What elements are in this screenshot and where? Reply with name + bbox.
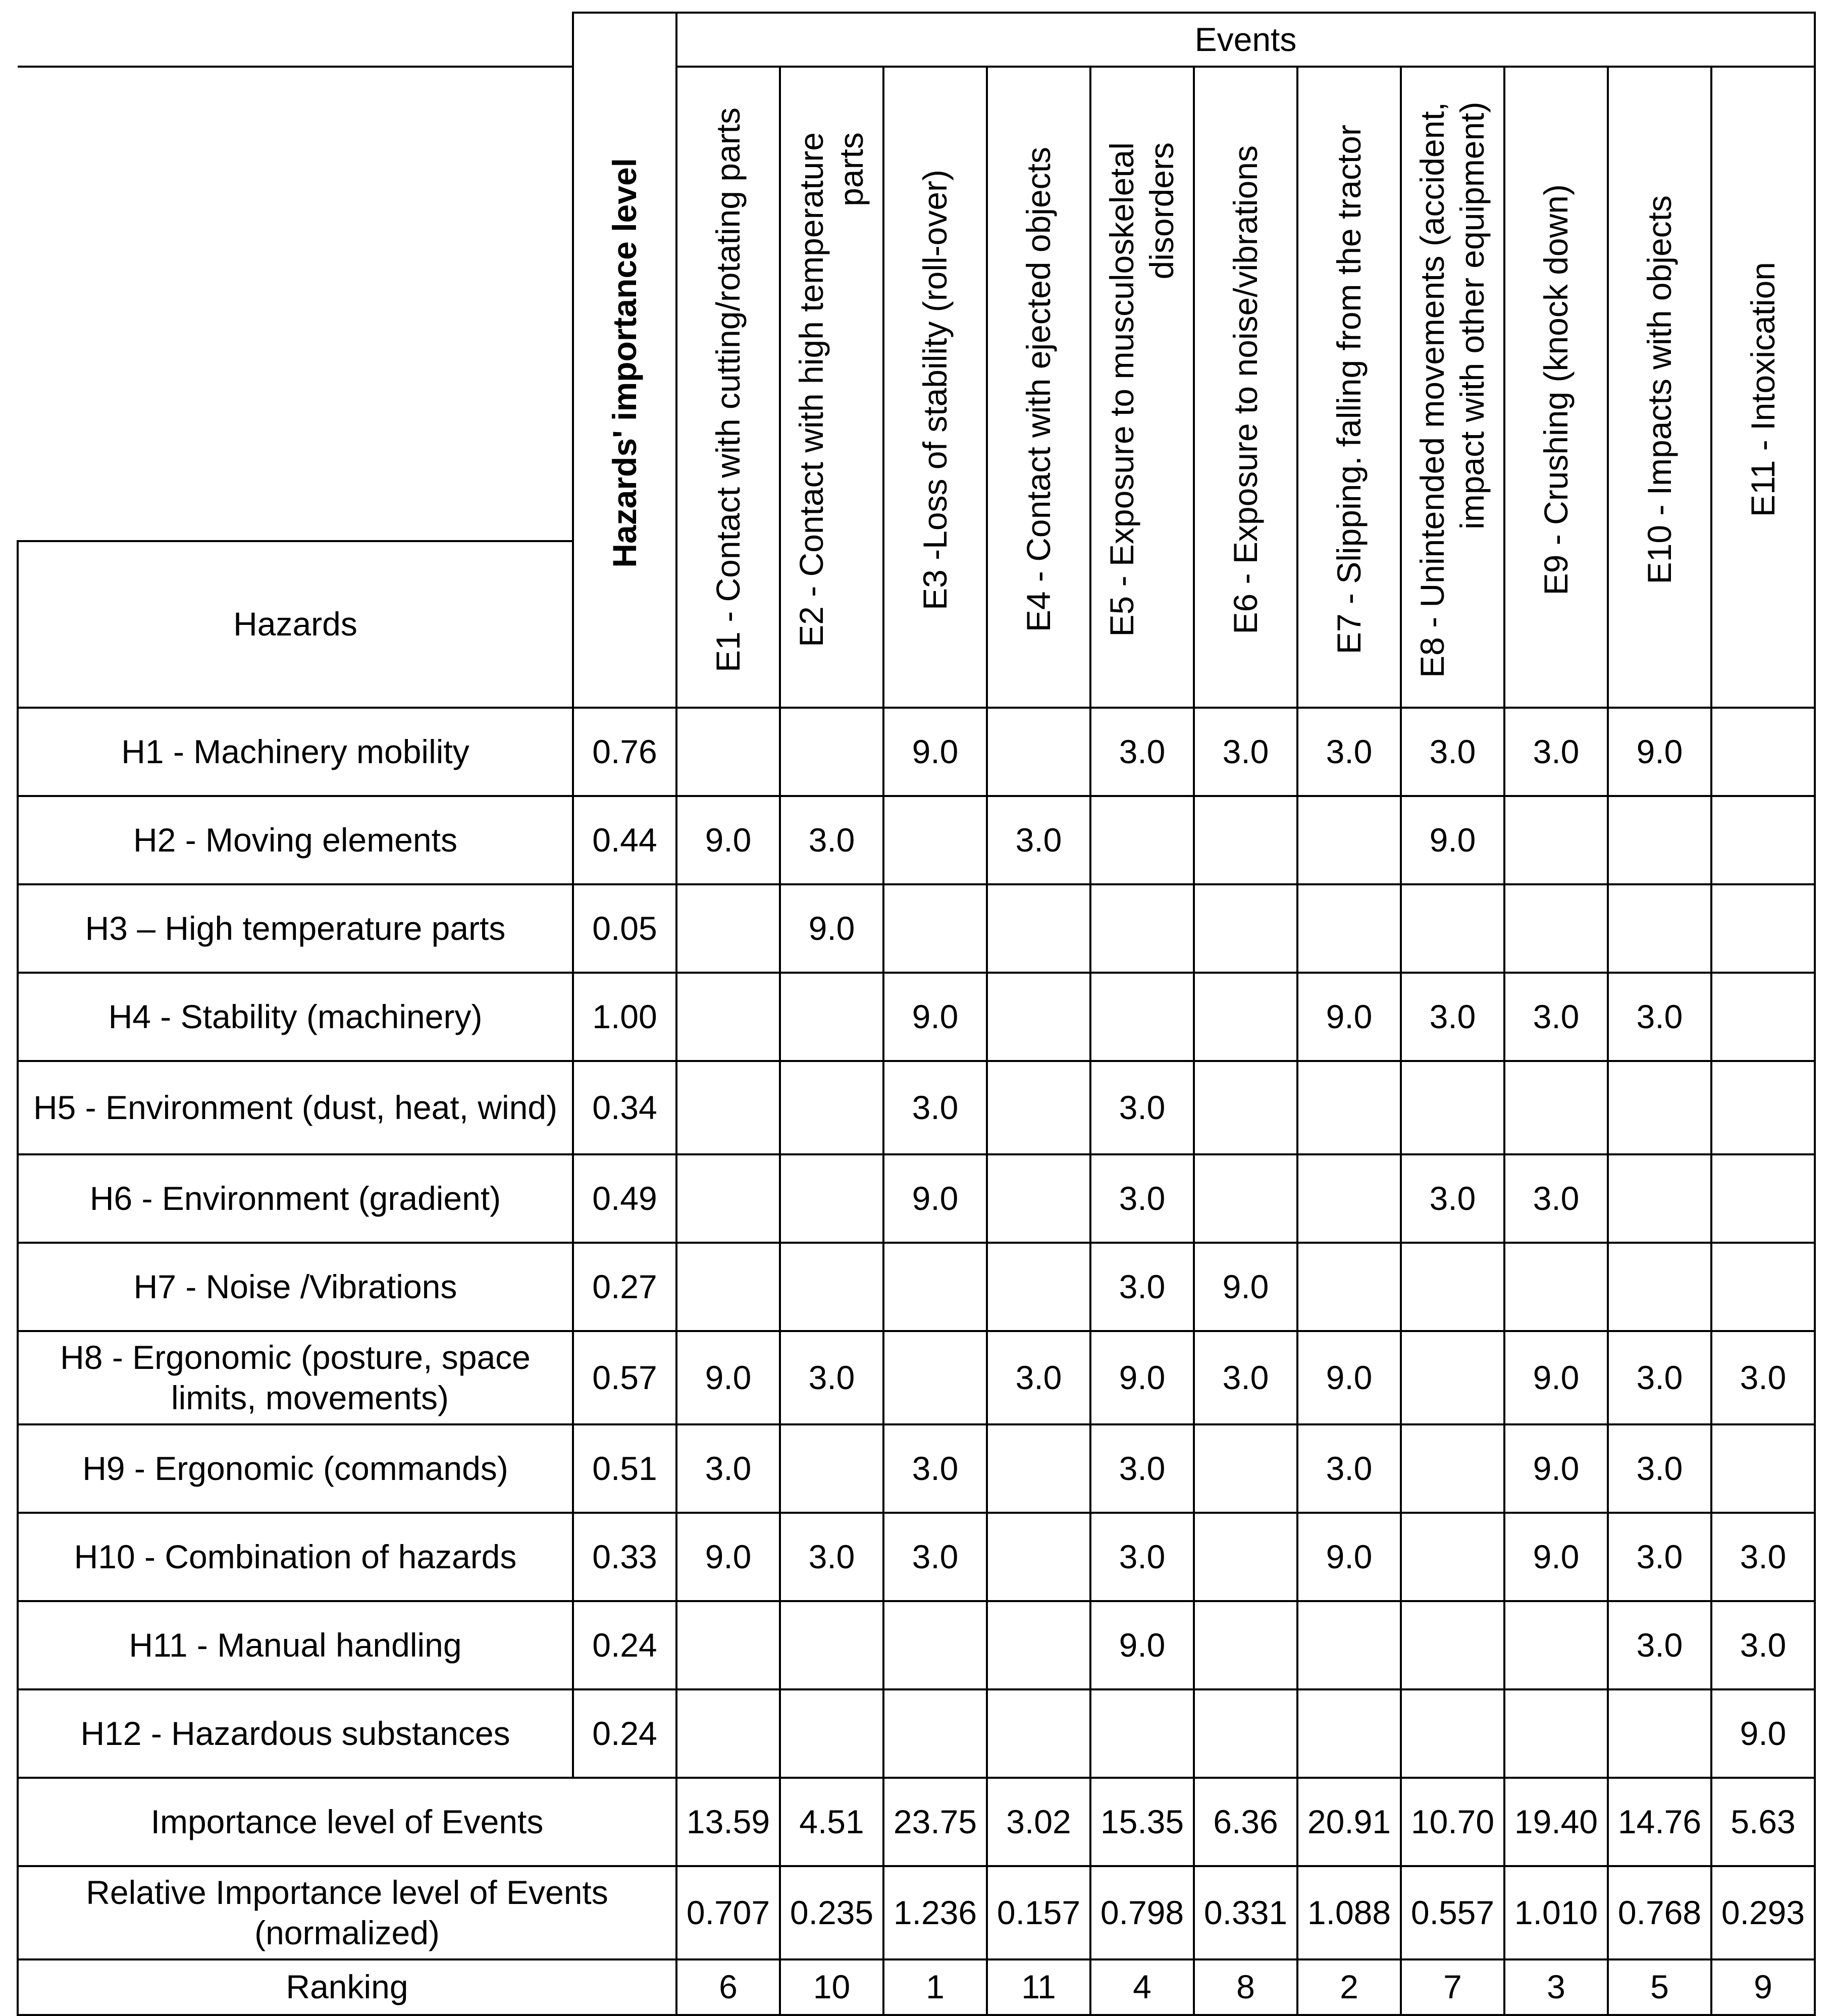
matrix-cell: 3.0 xyxy=(1401,973,1504,1061)
matrix-cell: 3.0 xyxy=(1090,1243,1194,1331)
matrix-cell: 3.0 xyxy=(1608,1331,1711,1424)
matrix-cell xyxy=(1194,796,1297,884)
hazard-importance: 0.24 xyxy=(573,1601,676,1689)
matrix-cell: 9.0 xyxy=(1401,796,1504,884)
footer-value: 13.59 xyxy=(676,1778,780,1866)
matrix-cell: 3.0 xyxy=(883,1513,987,1601)
event-header-e6 xyxy=(1194,67,1297,708)
matrix-cell xyxy=(1504,1689,1608,1778)
matrix-cell xyxy=(1297,796,1401,884)
event-label-line: E10 - Impacts with objects xyxy=(1640,195,1678,585)
matrix-cell xyxy=(1194,1061,1297,1154)
hazard-name-cell xyxy=(18,796,573,884)
matrix-cell: 3.0 xyxy=(1090,1424,1194,1513)
matrix-cell xyxy=(676,1601,780,1689)
event-label xyxy=(1329,110,1369,664)
event-label-line: parts xyxy=(832,132,870,206)
hazard-row xyxy=(18,796,1815,884)
event-label xyxy=(792,117,871,657)
hazard-name: H6 - Environment (gradient) xyxy=(89,1179,501,1217)
matrix-cell: 3.0 xyxy=(1608,1424,1711,1513)
matrix-cell: 9.0 xyxy=(1194,1243,1297,1331)
matrix-cell: 9.0 xyxy=(1297,1513,1401,1601)
event-label xyxy=(1019,132,1059,642)
footer-label: Relative Importance level of Events (normalized) xyxy=(18,1866,676,1959)
matrix-cell xyxy=(1297,1601,1401,1689)
footer-label: Importance level of Events xyxy=(18,1778,676,1866)
hazard-name-cell xyxy=(18,973,573,1061)
event-header-e1 xyxy=(676,67,780,708)
hazard-name-cell xyxy=(18,1424,573,1513)
matrix-cell xyxy=(676,1243,780,1331)
importance-level-label: Hazards' importance level xyxy=(605,157,643,568)
footer-value: 6 xyxy=(676,1959,780,2015)
footer-value: 15.35 xyxy=(1090,1778,1194,1866)
matrix-cell xyxy=(1297,1689,1401,1778)
matrix-cell xyxy=(1504,1601,1608,1689)
hazard-name-cell xyxy=(18,884,573,973)
matrix-cell xyxy=(1401,1061,1504,1154)
matrix-cell: 3.0 xyxy=(1090,1513,1194,1601)
matrix-cell: 3.0 xyxy=(1504,1154,1608,1243)
event-header-e10 xyxy=(1608,67,1711,708)
matrix-cell xyxy=(1090,884,1194,973)
matrix-cell xyxy=(780,1061,883,1154)
matrix-cell: 3.0 xyxy=(883,1061,987,1154)
event-label xyxy=(1102,127,1182,647)
hazard-row xyxy=(18,1154,1815,1243)
matrix-cell xyxy=(780,708,883,796)
footer-value: 10.70 xyxy=(1401,1778,1504,1866)
hazard-name: H5 - Environment (dust, heat, wind) xyxy=(33,1088,558,1126)
hazard-name-cell xyxy=(18,1689,573,1778)
matrix-cell: 3.0 xyxy=(780,1331,883,1424)
hazard-importance: 0.33 xyxy=(573,1513,676,1601)
matrix-cell xyxy=(1504,796,1608,884)
matrix-cell xyxy=(1504,1061,1608,1154)
matrix-cell xyxy=(1297,1243,1401,1331)
hazard-importance: 0.24 xyxy=(573,1689,676,1778)
matrix-cell xyxy=(987,1154,1090,1243)
event-label-line: E6 - Exposure to noise/vibrations xyxy=(1226,145,1264,634)
hazard-row xyxy=(18,1513,1815,1601)
matrix-cell xyxy=(1401,1424,1504,1513)
matrix-cell: 9.0 xyxy=(676,1331,780,1424)
matrix-cell: 9.0 xyxy=(1504,1331,1608,1424)
event-label xyxy=(1640,180,1680,594)
footer-value: 0.235 xyxy=(780,1866,883,1959)
hazard-name: H4 - Stability (machinery) xyxy=(108,997,483,1035)
matrix-cell xyxy=(1194,1513,1297,1601)
matrix-cell: 9.0 xyxy=(1504,1424,1608,1513)
event-label xyxy=(1743,247,1783,527)
footer-value: 8 xyxy=(1194,1959,1297,2015)
matrix-cell: 3.0 xyxy=(1608,1513,1711,1601)
matrix-cell: 3.0 xyxy=(1608,1601,1711,1689)
footer-value: 1.236 xyxy=(883,1866,987,1959)
matrix-cell xyxy=(987,884,1090,973)
matrix-cell xyxy=(1608,1689,1711,1778)
event-header-e11 xyxy=(1711,67,1815,708)
matrix-cell xyxy=(1711,708,1815,796)
matrix-cell xyxy=(1608,884,1711,973)
hazard-row xyxy=(18,1601,1815,1689)
matrix-cell xyxy=(883,1689,987,1778)
event-label xyxy=(708,92,748,682)
footer-value: 1 xyxy=(883,1959,987,2015)
event-label-line: disorders xyxy=(1143,142,1181,280)
matrix-cell: 9.0 xyxy=(1090,1601,1194,1689)
matrix-cell: 3.0 xyxy=(987,796,1090,884)
matrix-cell: 3.0 xyxy=(1711,1601,1815,1689)
footer-value: 1.010 xyxy=(1504,1866,1608,1959)
matrix-cell: 3.0 xyxy=(780,796,883,884)
matrix-cell xyxy=(1194,1601,1297,1689)
footer-value: 9 xyxy=(1711,1959,1815,2015)
hazard-importance: 0.34 xyxy=(573,1061,676,1154)
footer-value: 14.76 xyxy=(1608,1778,1711,1866)
matrix-cell xyxy=(1194,884,1297,973)
hazard-name: H7 - Noise /Vibrations xyxy=(133,1267,457,1305)
matrix-cell: 3.0 xyxy=(1194,708,1297,796)
blank-corner-lower xyxy=(18,67,573,541)
matrix-cell: 9.0 xyxy=(1090,1331,1194,1424)
footer-value: 4 xyxy=(1090,1959,1194,2015)
matrix-cell xyxy=(1090,796,1194,884)
matrix-cell: 9.0 xyxy=(883,973,987,1061)
matrix-cell xyxy=(780,1243,883,1331)
matrix-cell xyxy=(987,973,1090,1061)
matrix-cell xyxy=(676,973,780,1061)
event-label-line: E5 - Exposure to musculoskeletal xyxy=(1103,142,1141,637)
hazard-importance: 0.49 xyxy=(573,1154,676,1243)
hazard-importance: 0.44 xyxy=(573,796,676,884)
matrix-cell: 3.0 xyxy=(676,1424,780,1513)
matrix-cell xyxy=(1297,884,1401,973)
matrix-cell xyxy=(1401,884,1504,973)
footer-value: 2 xyxy=(1297,1959,1401,2015)
importance-level-header xyxy=(573,13,676,708)
event-header-e3 xyxy=(883,67,987,708)
relative-importance-row xyxy=(18,1866,1815,1959)
matrix-cell: 3.0 xyxy=(1504,973,1608,1061)
footer-value: 7 xyxy=(1401,1959,1504,2015)
event-header-e9 xyxy=(1504,67,1608,708)
hazard-importance: 0.27 xyxy=(573,1243,676,1331)
footer-value: 20.91 xyxy=(1297,1778,1401,1866)
hazard-row xyxy=(18,973,1815,1061)
hazard-importance: 1.00 xyxy=(573,973,676,1061)
footer-value: 4.51 xyxy=(780,1778,883,1866)
matrix-cell xyxy=(1401,1689,1504,1778)
footer-value: 0.557 xyxy=(1401,1866,1504,1959)
event-header-e4 xyxy=(987,67,1090,708)
hazard-name: H8 - Ergonomic (posture, space limits, movements) xyxy=(60,1339,531,1416)
matrix-cell xyxy=(987,1601,1090,1689)
matrix-cell xyxy=(883,1331,987,1424)
footer-value: 6.36 xyxy=(1194,1778,1297,1866)
footer-value: 3 xyxy=(1504,1959,1608,2015)
hazard-row xyxy=(18,708,1815,796)
matrix-cell xyxy=(780,973,883,1061)
event-header-e2 xyxy=(780,67,883,708)
matrix-cell xyxy=(987,708,1090,796)
hazard-name-cell xyxy=(18,1513,573,1601)
footer-value: 5.63 xyxy=(1711,1778,1815,1866)
matrix-cell xyxy=(1090,973,1194,1061)
footer-value: 23.75 xyxy=(883,1778,987,1866)
event-label xyxy=(1412,87,1492,688)
matrix-cell xyxy=(780,1601,883,1689)
matrix-cell: 3.0 xyxy=(1401,708,1504,796)
matrix-cell xyxy=(676,1154,780,1243)
matrix-cell xyxy=(883,796,987,884)
hazard-name: H10 - Combination of hazards xyxy=(74,1537,517,1575)
event-label-line: E2 - Contact with high temperature xyxy=(793,132,830,647)
matrix-cell: 9.0 xyxy=(1608,708,1711,796)
events-title-row xyxy=(18,13,1815,67)
footer-value: 0.331 xyxy=(1194,1866,1297,1959)
event-label xyxy=(1226,130,1266,645)
event-header-e5 xyxy=(1090,67,1194,708)
footer-value: 3.02 xyxy=(987,1778,1090,1866)
hazard-name: H11 - Manual handling xyxy=(129,1626,462,1664)
matrix-cell: 3.0 xyxy=(1504,708,1608,796)
hazard-name: H3 – High temperature parts xyxy=(85,909,506,947)
hazard-name-cell xyxy=(18,1331,573,1424)
hazard-row xyxy=(18,1331,1815,1424)
footer-value: 0.768 xyxy=(1608,1866,1711,1959)
footer-label: Ranking xyxy=(18,1959,676,2015)
matrix-cell: 3.0 xyxy=(1194,1331,1297,1424)
matrix-cell xyxy=(987,1689,1090,1778)
matrix-cell xyxy=(1711,1061,1815,1154)
matrix-cell: 9.0 xyxy=(1297,973,1401,1061)
matrix-cell xyxy=(780,1424,883,1513)
matrix-cell xyxy=(1194,1154,1297,1243)
matrix-cell xyxy=(676,884,780,973)
event-label xyxy=(1536,169,1576,605)
event-label-line: E11 - Intoxication xyxy=(1744,262,1781,517)
matrix-cell xyxy=(1401,1601,1504,1689)
matrix-cell xyxy=(1504,884,1608,973)
matrix-cell xyxy=(1090,1689,1194,1778)
hazards-header: Hazards xyxy=(18,541,573,708)
event-label-line: E9 - Crushing (knock down) xyxy=(1537,184,1575,596)
matrix-cell: 3.0 xyxy=(1711,1513,1815,1601)
hazard-name-cell xyxy=(18,1243,573,1331)
hazard-name: H1 - Machinery mobility xyxy=(121,732,469,770)
matrix-cell xyxy=(676,1689,780,1778)
hazard-name-cell xyxy=(18,1601,573,1689)
hazard-name: H2 - Moving elements xyxy=(133,821,457,859)
matrix-cell: 9.0 xyxy=(1504,1513,1608,1601)
matrix-cell xyxy=(987,1424,1090,1513)
hazard-name: H9 - Ergonomic (commands) xyxy=(82,1449,508,1487)
event-label-line: E1 - Contact with cutting/rotating parts xyxy=(709,107,747,672)
hazard-importance: 0.57 xyxy=(573,1331,676,1424)
hazard-importance: 0.76 xyxy=(573,708,676,796)
matrix-cell xyxy=(1711,1154,1815,1243)
ranking-row xyxy=(18,1959,1815,2015)
event-label-line: E4 - Contact with ejected objects xyxy=(1019,147,1057,632)
matrix-cell: 3.0 xyxy=(883,1424,987,1513)
matrix-cell xyxy=(883,1601,987,1689)
matrix-cell: 3.0 xyxy=(1711,1331,1815,1424)
matrix-cell xyxy=(676,1061,780,1154)
event-header-e8 xyxy=(1401,67,1504,708)
footer-value: 10 xyxy=(780,1959,883,2015)
hazard-row xyxy=(18,884,1815,973)
matrix-cell xyxy=(1711,796,1815,884)
event-header-row xyxy=(18,67,1815,541)
matrix-cell: 3.0 xyxy=(1090,1154,1194,1243)
matrix-cell xyxy=(1608,796,1711,884)
matrix-cell: 3.0 xyxy=(1608,973,1711,1061)
footer-value: 0.707 xyxy=(676,1866,780,1959)
matrix-cell xyxy=(1608,1243,1711,1331)
hazard-row xyxy=(18,1243,1815,1331)
matrix-cell: 3.0 xyxy=(1297,708,1401,796)
hazard-event-matrix xyxy=(17,12,1816,2016)
importance-level-row xyxy=(18,1778,1815,1866)
matrix-cell: 9.0 xyxy=(676,1513,780,1601)
footer-value: 5 xyxy=(1608,1959,1711,2015)
footer-value: 0.798 xyxy=(1090,1866,1194,1959)
matrix-cell xyxy=(987,1061,1090,1154)
matrix-cell xyxy=(1504,1243,1608,1331)
matrix-cell xyxy=(1401,1331,1504,1424)
hazard-row xyxy=(18,1424,1815,1513)
footer-value: 19.40 xyxy=(1504,1778,1608,1866)
matrix-cell xyxy=(1194,1424,1297,1513)
matrix-cell: 3.0 xyxy=(780,1513,883,1601)
hazard-row xyxy=(18,1061,1815,1154)
event-label-line: E3 -Loss of stability (roll-over) xyxy=(916,169,954,610)
footer-value: 0.157 xyxy=(987,1866,1090,1959)
matrix-cell: 9.0 xyxy=(780,884,883,973)
matrix-cell: 3.0 xyxy=(1090,708,1194,796)
matrix-cell xyxy=(1297,1061,1401,1154)
matrix-cell xyxy=(987,1243,1090,1331)
event-label xyxy=(915,154,955,620)
matrix-cell xyxy=(1711,884,1815,973)
matrix-cell xyxy=(1401,1513,1504,1601)
matrix-cell xyxy=(1711,1424,1815,1513)
matrix-cell: 3.0 xyxy=(1401,1154,1504,1243)
hazard-name-cell xyxy=(18,708,573,796)
matrix-cell xyxy=(1608,1154,1711,1243)
matrix-body xyxy=(18,708,1815,1778)
matrix-cell: 9.0 xyxy=(1711,1689,1815,1778)
matrix-cell xyxy=(1711,973,1815,1061)
footer-value: 0.293 xyxy=(1711,1866,1815,1959)
event-label-line: E7 - Slipping. falling from the tractor xyxy=(1330,125,1368,655)
matrix-cell xyxy=(1297,1154,1401,1243)
hazard-importance: 0.51 xyxy=(573,1424,676,1513)
matrix-cell xyxy=(883,1243,987,1331)
matrix-cell xyxy=(1194,973,1297,1061)
matrix-cell: 3.0 xyxy=(987,1331,1090,1424)
hazard-row xyxy=(18,1689,1815,1778)
hazard-name-cell xyxy=(18,1061,573,1154)
matrix-cell xyxy=(780,1689,883,1778)
footer-value: 1.088 xyxy=(1297,1866,1401,1959)
hazard-importance: 0.05 xyxy=(573,884,676,973)
hazard-name: H12 - Hazardous substances xyxy=(80,1714,510,1752)
matrix-cell xyxy=(1711,1243,1815,1331)
matrix-cell xyxy=(883,884,987,973)
events-title: Events xyxy=(676,13,1815,67)
matrix-cell: 9.0 xyxy=(1297,1331,1401,1424)
event-header-e7 xyxy=(1297,67,1401,708)
matrix-cell: 9.0 xyxy=(883,708,987,796)
matrix-cell: 3.0 xyxy=(1090,1061,1194,1154)
blank-corner xyxy=(18,13,573,67)
matrix-cell xyxy=(780,1154,883,1243)
matrix-cell xyxy=(676,708,780,796)
matrix-cell xyxy=(1194,1689,1297,1778)
event-label-line: E8 - Unintended movements (accident, xyxy=(1413,101,1451,678)
matrix-cell: 9.0 xyxy=(676,796,780,884)
matrix-cell: 3.0 xyxy=(1297,1424,1401,1513)
hazard-name-cell xyxy=(18,1154,573,1243)
matrix-cell xyxy=(1608,1061,1711,1154)
matrix-cell: 9.0 xyxy=(883,1154,987,1243)
footer-value: 11 xyxy=(987,1959,1090,2015)
matrix-cell xyxy=(1401,1243,1504,1331)
matrix-cell xyxy=(987,1513,1090,1601)
event-label-line: impact with other equipment) xyxy=(1453,101,1491,529)
matrix-footer xyxy=(18,1778,1815,2015)
